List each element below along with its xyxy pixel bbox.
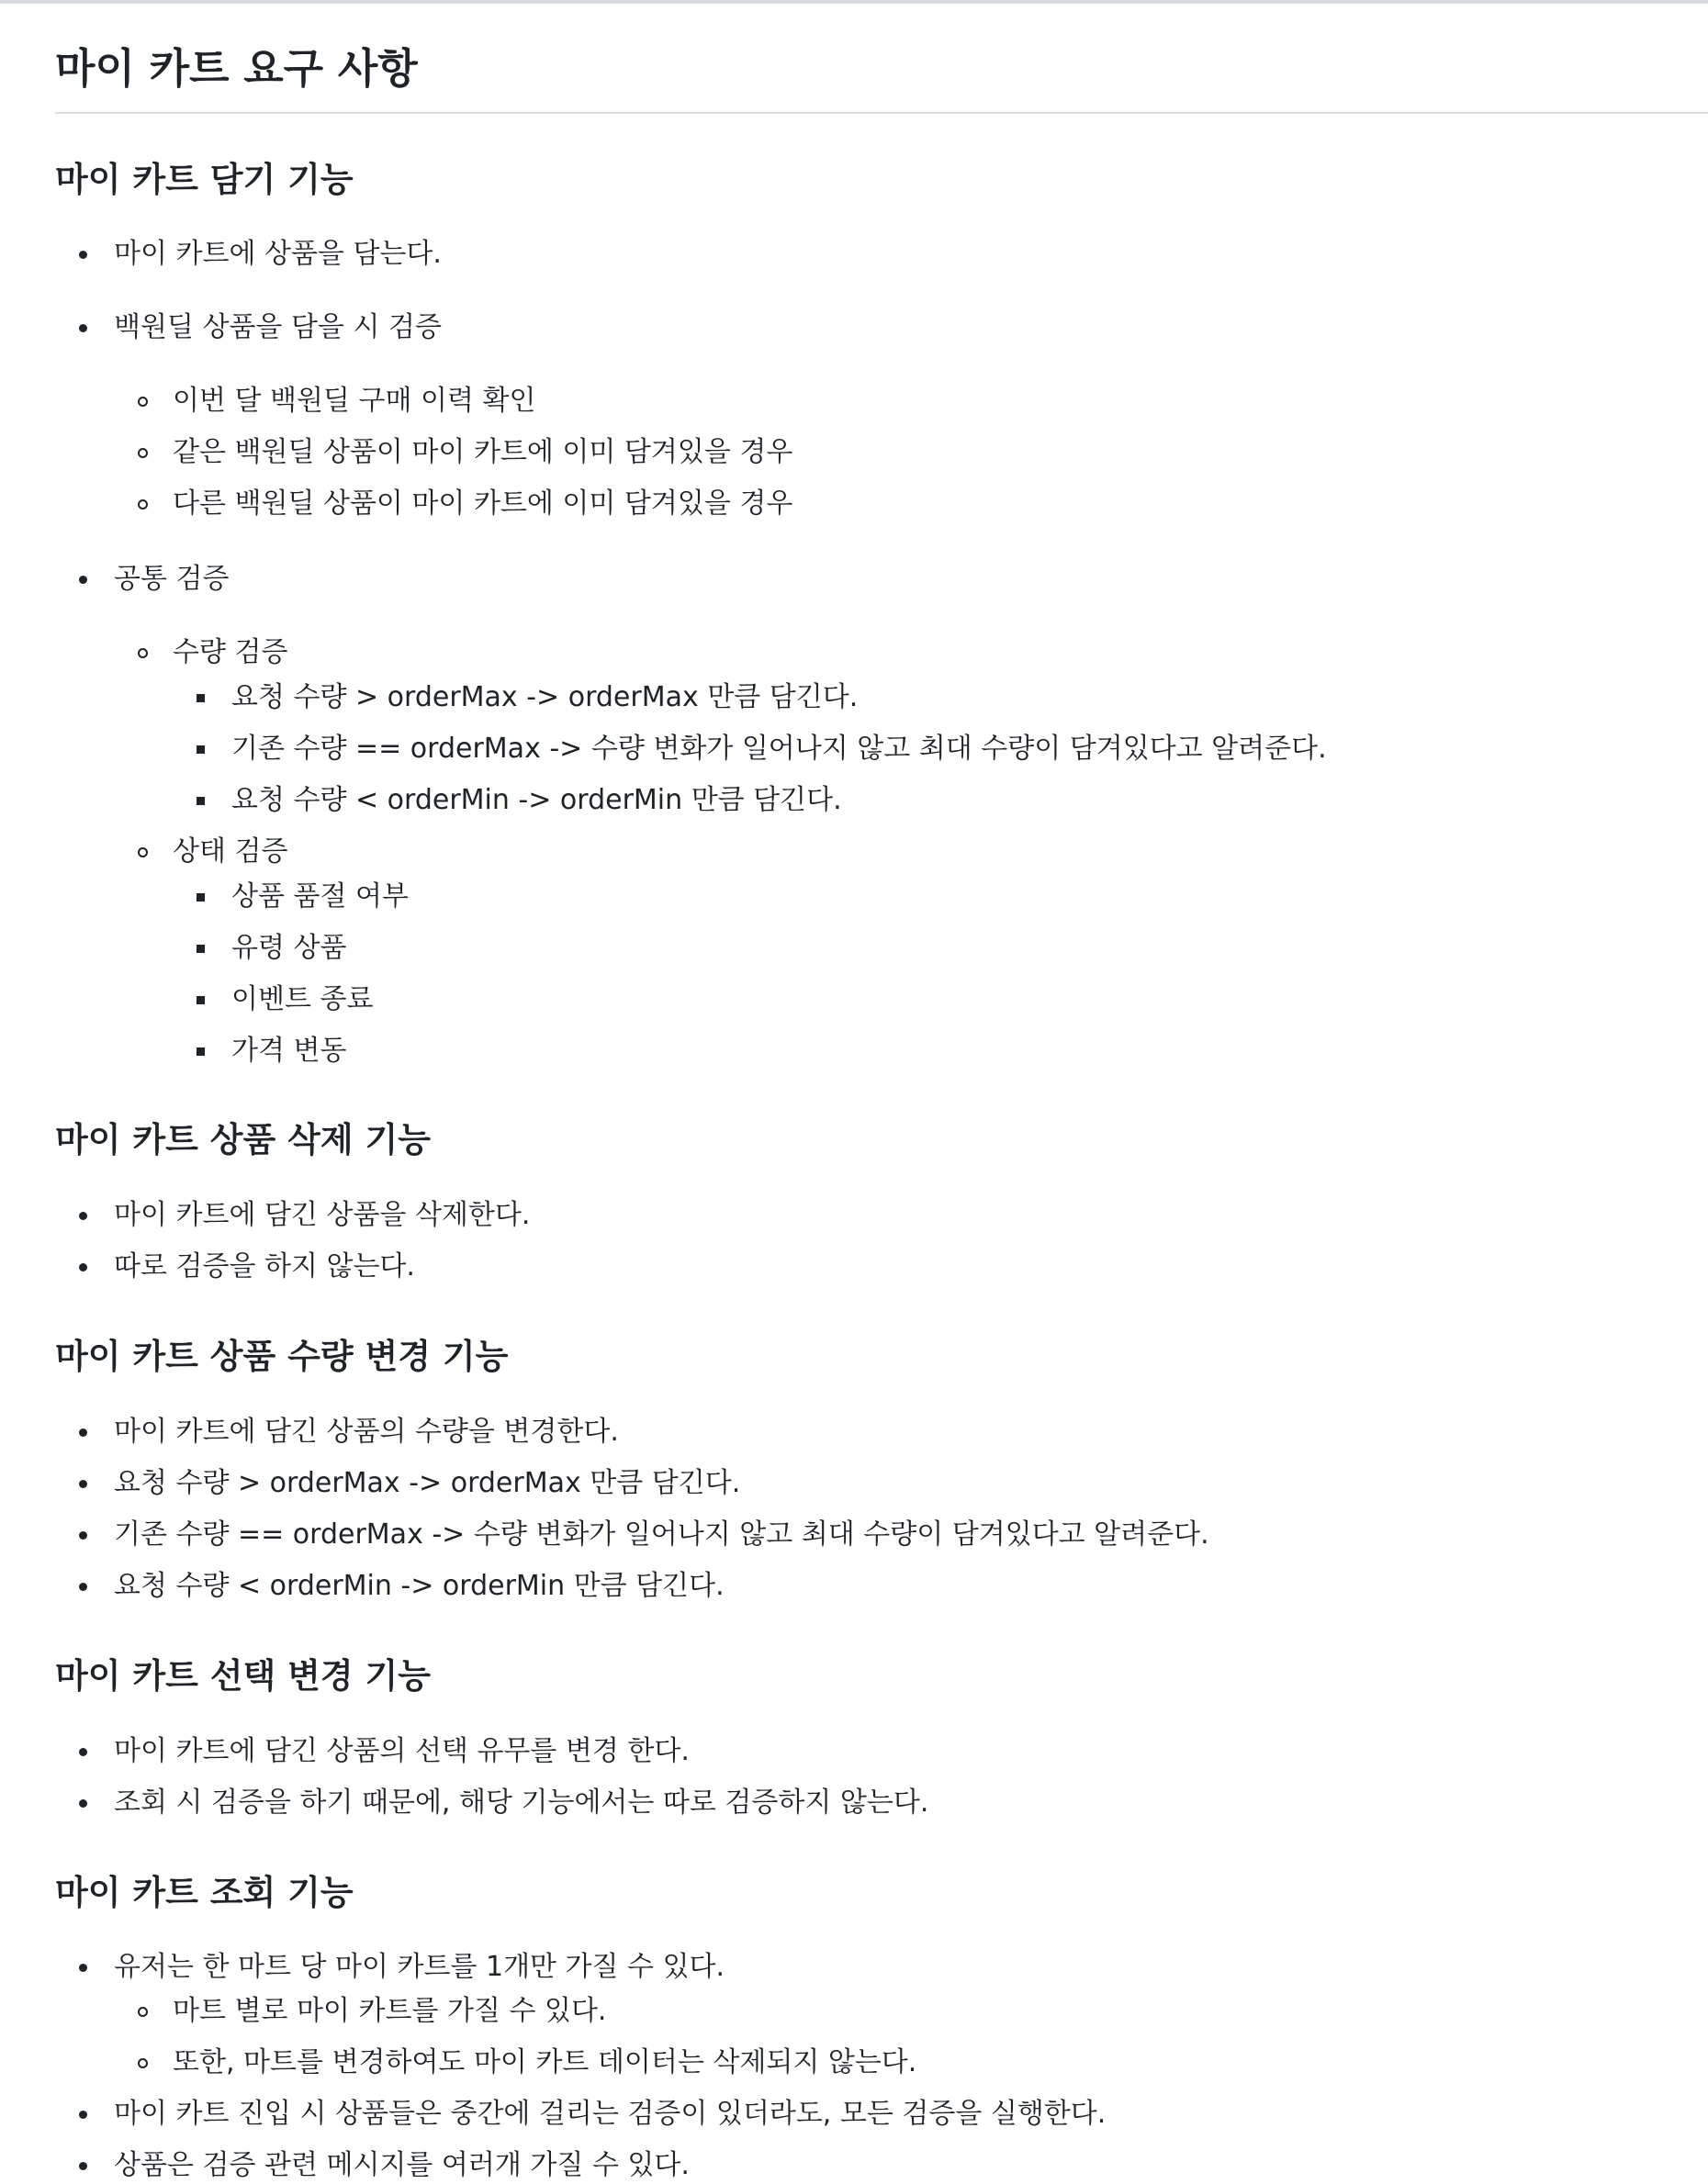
sub-list-item <box>114 486 792 522</box>
list-item-text: 수량 검증 <box>173 634 1327 671</box>
list-item-text: 다른 백원딜 상품이 마이 카트에 이미 담겨있을 경우 <box>173 486 792 522</box>
list-item <box>55 1197 530 1234</box>
list-item <box>55 634 1327 1070</box>
section-list <box>55 1414 1209 1605</box>
sub-sub-list-item <box>173 981 1327 1018</box>
list-item-text: 가격 변동 <box>231 1033 1327 1070</box>
section-list <box>55 1949 1106 2184</box>
list-item <box>55 1949 1106 2081</box>
sub-list <box>114 383 792 522</box>
section-heading: 마이 카트 선택 변경 기능 <box>55 1656 431 1696</box>
list-item <box>55 309 442 346</box>
list-item <box>55 1517 1209 1553</box>
section-heading: 마이 카트 상품 수량 변경 기능 <box>55 1337 509 1376</box>
sub-list-item <box>114 383 792 420</box>
list-item-text: 마이 카트에 담긴 상품을 삭제한다. <box>114 1197 530 1234</box>
list-item-text: 마이 카트에 담긴 상품의 선택 유무를 변경 한다. <box>114 1733 928 1770</box>
list-item-text: 요청 수량 > orderMax -> orderMax 만큼 담긴다. <box>114 1465 1209 1502</box>
list-item <box>55 1785 928 1821</box>
sub-sub-list <box>173 879 1327 1070</box>
sub-sub-list <box>173 679 1327 819</box>
list-item-text: 백원딜 상품을 담을 시 검증 <box>114 309 442 346</box>
sub-sub-list-item <box>173 679 1327 716</box>
sub-list-item <box>114 434 792 471</box>
sub-sub-list-item <box>173 731 1327 767</box>
section-delete-item <box>55 1114 431 1166</box>
sub-sub-list-item <box>173 782 1327 819</box>
list-item <box>55 1568 1209 1605</box>
list-item-text: 요청 수량 < orderMin -> orderMin 만큼 담긴다. <box>114 1568 1209 1605</box>
section-list <box>55 309 442 346</box>
sub-list-item <box>114 1993 1106 2030</box>
list-item <box>55 561 229 598</box>
section-add-to-cart <box>55 154 354 206</box>
list-item-text: 요청 수량 < orderMin -> orderMin 만큼 담긴다. <box>231 782 1327 819</box>
list-item-text: 상품은 검증 관련 메시지를 여러개 가질 수 있다. <box>114 2147 1106 2184</box>
list-item-text: 요청 수량 > orderMax -> orderMax 만큼 담긴다. <box>231 679 1327 716</box>
list-item <box>55 1249 530 1285</box>
list-item-text: 이벤트 종료 <box>231 981 1327 1018</box>
sub-sub-list-item <box>173 1033 1327 1070</box>
list-item <box>55 1414 1209 1450</box>
sub-list-item <box>114 834 1327 1070</box>
list-item-text: 같은 백원딜 상품이 마이 카트에 이미 담겨있을 경우 <box>173 434 792 471</box>
section-heading: 마이 카트 조회 기능 <box>55 1873 354 1912</box>
list-item <box>55 2096 1106 2133</box>
list-item-text: 따로 검증을 하지 않는다. <box>114 1249 530 1285</box>
list-item-text: 이번 달 백원딜 구매 이력 확인 <box>173 383 792 420</box>
sub-list <box>114 634 1327 1070</box>
section-list <box>55 1197 530 1285</box>
sub-sub-list-item <box>173 930 1327 967</box>
section-heading: 마이 카트 담기 기능 <box>55 160 354 199</box>
section-heading: 마이 카트 상품 삭제 기능 <box>55 1120 431 1159</box>
list-item-text: 마이 카트에 담긴 상품의 수량을 변경한다. <box>114 1414 1209 1450</box>
section-list <box>55 634 1327 1070</box>
list-item-text: 유저는 한 마트 당 마이 카트를 1개만 가질 수 있다. <box>114 1949 1106 1986</box>
list-item-text: 유령 상품 <box>231 930 1327 967</box>
sub-list-item <box>114 634 1327 819</box>
list-item <box>55 383 792 522</box>
sub-list-item <box>114 2044 1106 2081</box>
list-item-text: 또한, 마트를 변경하여도 마이 카트 데이터는 삭제되지 않는다. <box>173 2044 1106 2081</box>
section-list <box>55 561 229 598</box>
list-item-text: 상태 검증 <box>173 834 1327 870</box>
list-item-text: 조회 시 검증을 하기 때문에, 해당 기능에서는 따로 검증하지 않는다. <box>114 1785 928 1821</box>
list-item-text: 공통 검증 <box>114 561 229 598</box>
section-list <box>55 236 442 273</box>
section-list <box>55 1733 928 1821</box>
sub-sub-list-item <box>173 879 1327 915</box>
markdown-document <box>55 0 1708 2181</box>
list-item-text: 마이 카트에 상품을 담는다. <box>114 236 442 273</box>
list-item <box>55 2147 1106 2184</box>
list-item-text: 기존 수량 == orderMax -> 수량 변화가 일어나지 않고 최대 수량이 담겨있다고 알려준다. <box>231 731 1327 767</box>
sub-list <box>114 1993 1106 2081</box>
list-item <box>55 1733 928 1770</box>
list-item-text: 마이 카트 진입 시 상품들은 중간에 걸리는 검증이 있더라도, 모든 검증을 실행한다. <box>114 2096 1106 2133</box>
list-item-text: 마트 별로 마이 카트를 가질 수 있다. <box>173 1993 1106 2030</box>
section-list <box>55 383 792 522</box>
list-item-text: 상품 품절 여부 <box>231 879 1327 915</box>
list-item <box>55 1465 1209 1502</box>
page-title: 마이 카트 요구 사항 <box>55 0 1708 114</box>
section-change-quantity <box>55 1331 508 1383</box>
section-change-selection <box>55 1651 431 1702</box>
list-item-text: 기존 수량 == orderMax -> 수량 변화가 일어나지 않고 최대 수량이 담겨있다고 알려준다. <box>114 1517 1209 1553</box>
section-view-cart <box>55 1867 354 1919</box>
list-item <box>55 236 442 273</box>
